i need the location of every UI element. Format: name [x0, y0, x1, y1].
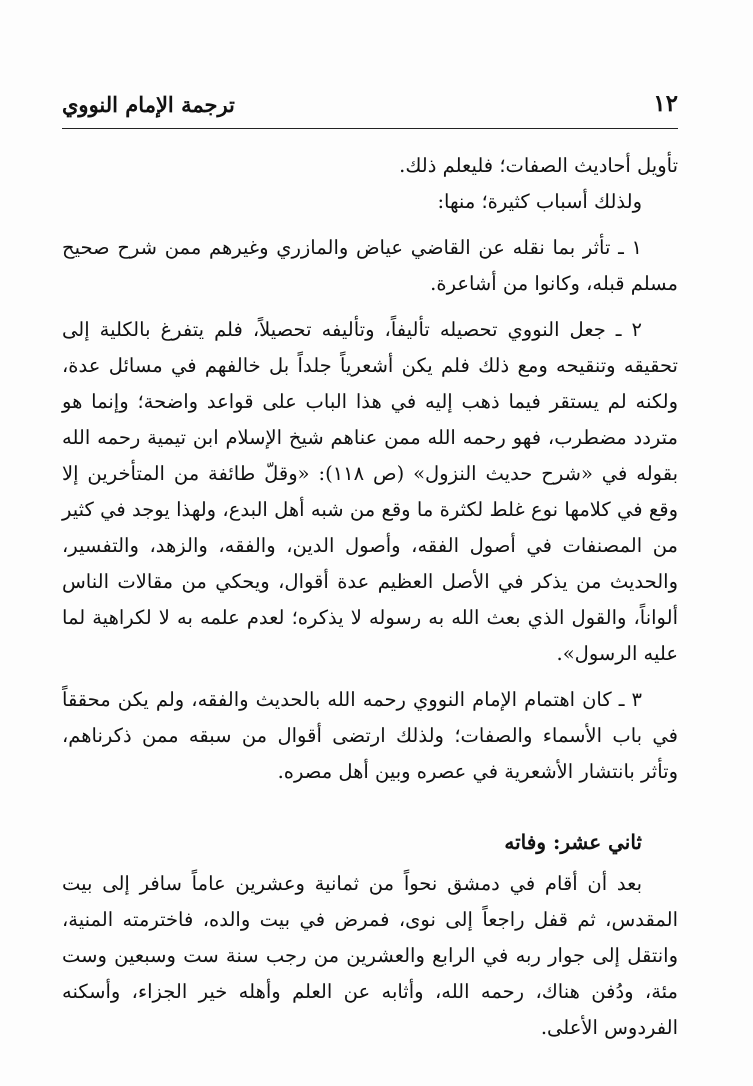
running-header: [62, 88, 678, 129]
section-heading: ثاني عشر: وفاته: [504, 830, 642, 854]
header-title: ترجمة الإمام النووي: [62, 92, 235, 117]
page-body: [62, 148, 678, 1046]
list-item-3: ٣ ـ كان اهتمام الإمام النووي رحمه الله بالحديث والفقه، ولم يكن محققاً في باب الأسماء والصفات؛ ولذلك ارتضى أقوال من سبقه ممن ذكرناهم، وتأثر بانتشار الأشعرية في عصره وبين أهل مصره.: [62, 688, 678, 783]
paragraph-death: بعد أن أقام في دمشق نحواً من ثمانية وعشرين عاماً سافر إلى بيت المقدس، ثم قفل راجعاً إلى نوى، فمرض في بيت والده، فاخترمته المنية، وانتقل إلى جوار ربه في الرابع والعشرين من رجب سنة ست وسبعين وست مئة، ودُفن هناك، رحمه الله، وأثابه عن العلم وأهله خير الجزاء، وأسكنه الفردوس الأعلى.: [62, 872, 678, 1039]
list-item-1: ١ ـ تأثر بما نقله عن القاضي عياض والمازري وغيرهم ممن شرح صحيح مسلم قبله، وكانوا من أشاعرة.: [62, 236, 678, 295]
paragraph-intro: تأويل أحاديث الصفات؛ فليعلم ذلك.: [399, 154, 678, 177]
paragraph-reasons: ولذلك أسباب كثيرة؛ منها:: [437, 190, 642, 213]
page-number: ١٢: [653, 90, 678, 117]
list-item-2: ٢ ـ جعل النووي تحصيله تأليفاً، وتأليفه تحصيلاً، فلم يتفرغ بالكلية إلى تحقيقه وتنقيحه ومع ذلك فلم يكن أشعرياً جلداً بل خالفهم في مسائل عدة، ولكنه لم يستقر فيما ذهب إليه في هذا الباب على قواعد واضحة؛ وإنما هو متردد مضطرب، فهو رحمه الله ممن عناهم شيخ الإسلام ابن تيمية رحمه الله بقوله في «شرح حديث النزول» (ص ١١٨): «وقلّ طائفة من المتأخرين إلا وقع في كلامها نوع غلط لكثرة ما وقع من شبه أهل البدع، ولهذا يوجد في كثير من المصنفات في أصول الفقه، وأصول الدين، والفقه، والزهد، والتفسير، والحديث من يذكر في الأصل العظيم عدة أقوال، ويحكي من مقالات الناس ألواناً، والقول الذي بعث الله به رسوله لا يذكره؛ لعدم علمه به لا لكراهية لما عليه الرسول».: [62, 318, 679, 665]
